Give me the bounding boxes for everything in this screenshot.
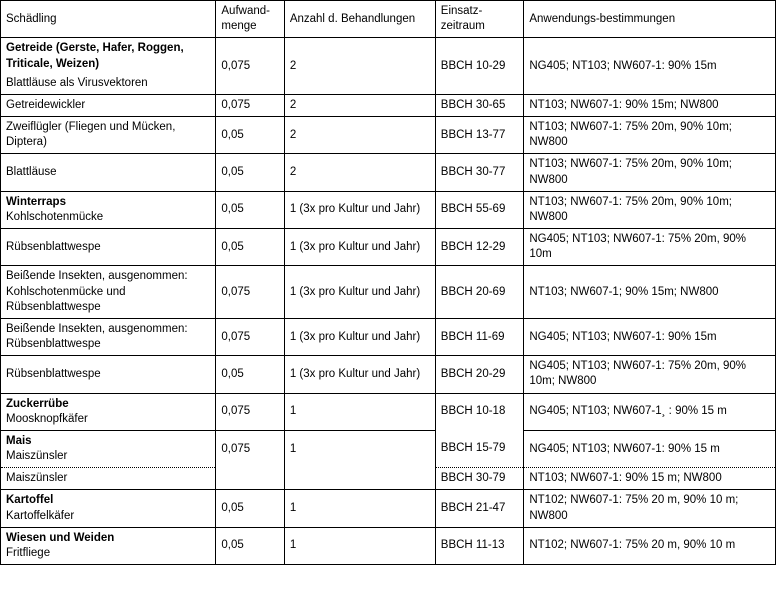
table-row (1, 229, 776, 266)
cell-period: BBCH 30-65 (435, 94, 524, 116)
cell-rules: NG405; NT103; NW607-1: 90% 15 m (524, 430, 776, 467)
table-row (1, 154, 776, 191)
pest-name: Moosknopfkäfer (6, 412, 88, 425)
cell-treatments: 1 (284, 393, 435, 430)
cell-amount: 0,05 (216, 154, 284, 191)
cell-amount: 0,075 (216, 266, 284, 319)
cell-period: BBCH 10-29 (435, 38, 524, 95)
cell-treatments: 1 (284, 527, 435, 564)
cell-pest (1, 229, 216, 266)
table-row (1, 117, 776, 154)
cell-amount: 0,075 (216, 393, 284, 430)
cell-period: BBCH 55-69 (435, 191, 524, 228)
cell-treatments: 1 (3x pro Kultur und Jahr) (284, 318, 435, 355)
cell-treatments: 2 (284, 154, 435, 191)
cell-treatments: 1 (3x pro Kultur und Jahr) (284, 266, 435, 319)
cell-period: BBCH 20-69 (435, 266, 524, 319)
pest-group-title: Kartoffel (6, 494, 54, 507)
table-row (1, 490, 776, 527)
table-row (1, 527, 776, 564)
cell-rules: NG405; NT103; NW607-1: 75% 20m, 90% 10m; NW800 (524, 356, 776, 393)
cell-rules: NG405; NT103; NW607-1: 90% 15m (524, 38, 776, 95)
table-body (1, 38, 776, 565)
column-header-rules: Anwendungs-bestimmungen (524, 1, 776, 38)
pest-name: Blattläuse (6, 165, 57, 178)
pest-name: Blattläuse als Virusvektoren (6, 76, 148, 89)
pest-name: Getreidewickler (6, 98, 86, 111)
cell-pest: Beißende Insekten, ausgenommen: Rübsenblattwespe (1, 318, 216, 355)
column-header-amount: Aufwand-menge (216, 1, 284, 38)
table-row (1, 266, 776, 319)
cell-amount: 0,05 (216, 191, 284, 228)
cell-treatments: 2 (284, 94, 435, 116)
table-row (1, 318, 776, 355)
pest-name: Fritfliege (6, 546, 51, 559)
cell-rules: NG405; NT103; NW607-1¸ : 90% 15 m (524, 393, 776, 430)
cell-rules: NT103; NW607-1: 75% 20m, 90% 10m; NW800 (524, 117, 776, 154)
cell-rules: NG405; NT103; NW607-1: 75% 20m, 90% 10m (524, 229, 776, 266)
cell-period: BBCH 20-29 (435, 356, 524, 393)
cell-pest (1, 38, 216, 95)
column-header-period: Einsatz-zeitraum (435, 1, 524, 38)
cell-amount: 0,075 (216, 94, 284, 116)
cell-period: BBCH 30-79 (435, 468, 524, 490)
cell-treatments: 1 (284, 430, 435, 467)
cell-amount (216, 468, 284, 490)
cell-pest: Rübsenblattwespe (1, 356, 216, 393)
cell-pest (1, 430, 216, 467)
cell-period: BBCH 12-29 (435, 229, 524, 266)
cell-treatments: 1 (284, 490, 435, 527)
cell-rules: NT103; NW607-1: 75% 20m, 90% 10m; NW800 (524, 154, 776, 191)
column-header-pest: Schädling (1, 1, 216, 38)
cell-amount: 0,075 (216, 430, 284, 467)
cell-treatments: 1 (3x pro Kultur und Jahr) (284, 356, 435, 393)
cell-pest (1, 527, 216, 564)
pest-name: Kartoffelkäfer (6, 509, 75, 522)
cell-pest (1, 94, 216, 116)
cell-pest (1, 154, 216, 191)
pest-name: Rübsenblattwespe (6, 240, 101, 253)
table-header (1, 1, 776, 38)
cell-amount: 0,05 (216, 490, 284, 527)
cell-treatments: 1 (3x pro Kultur und Jahr) (284, 229, 435, 266)
cell-pest: Beißende Insekten, ausgenommen: Kohlschotenmücke und Rübsenblattwespe (1, 266, 216, 319)
cell-pest (1, 468, 216, 490)
cell-treatments: 1 (3x pro Kultur und Jahr) (284, 191, 435, 228)
cell-period: BBCH 21-47 (435, 490, 524, 527)
pest-group-title: Getreide (Gerste, Hafer, Roggen, Triticale, Weizen) (6, 42, 184, 70)
cell-rules: NT103; NW607-1: 75% 20m, 90% 10m; NW800 (524, 191, 776, 228)
table-row (1, 38, 776, 95)
cell-treatments: 2 (284, 117, 435, 154)
table-row (1, 430, 776, 467)
pest-group-title: Mais (6, 434, 32, 447)
pest-group-title: Wiesen und Weiden (6, 531, 115, 544)
cell-amount: 0,075 (216, 38, 284, 95)
cell-rules: NT102; NW607-1: 75% 20 m, 90% 10 m (524, 527, 776, 564)
table-row (1, 468, 776, 490)
pest-name: Kohlschotenmücke (6, 210, 104, 223)
cell-rules: NT103; NW607-1; 90% 15m; NW800 (524, 266, 776, 319)
cell-treatments (284, 468, 435, 490)
cell-rules: NT103; NW607-1: 90% 15 m; NW800 (524, 468, 776, 490)
cell-amount: 0,05 (216, 117, 284, 154)
pest-name: Zweiflügler (Fliegen und Mücken, Diptera) (6, 121, 176, 149)
cell-period: BBCH 10-18 (435, 393, 524, 430)
cell-amount: 0,05 (216, 527, 284, 564)
pest-group-title: Winterraps (6, 195, 66, 208)
table-row (1, 393, 776, 430)
cell-pest (1, 191, 216, 228)
cell-pest (1, 117, 216, 154)
table-row (1, 191, 776, 228)
cell-rules: NT102; NW607-1: 75% 20 m, 90% 10 m; NW800 (524, 490, 776, 527)
cell-period: BBCH 30-77 (435, 154, 524, 191)
column-header-treatments: Anzahl d. Behandlungen (284, 1, 435, 38)
cell-pest (1, 393, 216, 430)
cell-rules: NT103; NW607-1: 90% 15m; NW800 (524, 94, 776, 116)
cell-amount: 0,075 (216, 318, 284, 355)
cell-period: BBCH 15-79 (435, 430, 524, 467)
table-row (1, 94, 776, 116)
cell-rules: NG405; NT103; NW607-1: 90% 15m (524, 318, 776, 355)
cell-pest (1, 490, 216, 527)
table-header-row (1, 1, 776, 38)
table-row (1, 356, 776, 393)
cell-treatments: 2 (284, 38, 435, 95)
cell-amount: 0,05 (216, 356, 284, 393)
cell-period: BBCH 11-13 (435, 527, 524, 564)
cell-amount: 0,05 (216, 229, 284, 266)
pest-name: Maiszünsler (6, 472, 68, 485)
cell-period: BBCH 13-77 (435, 117, 524, 154)
pest-group-title: Zuckerrübe (6, 397, 69, 410)
cell-period: BBCH 11-69 (435, 318, 524, 355)
pest-name: Maiszünsler (6, 450, 68, 463)
